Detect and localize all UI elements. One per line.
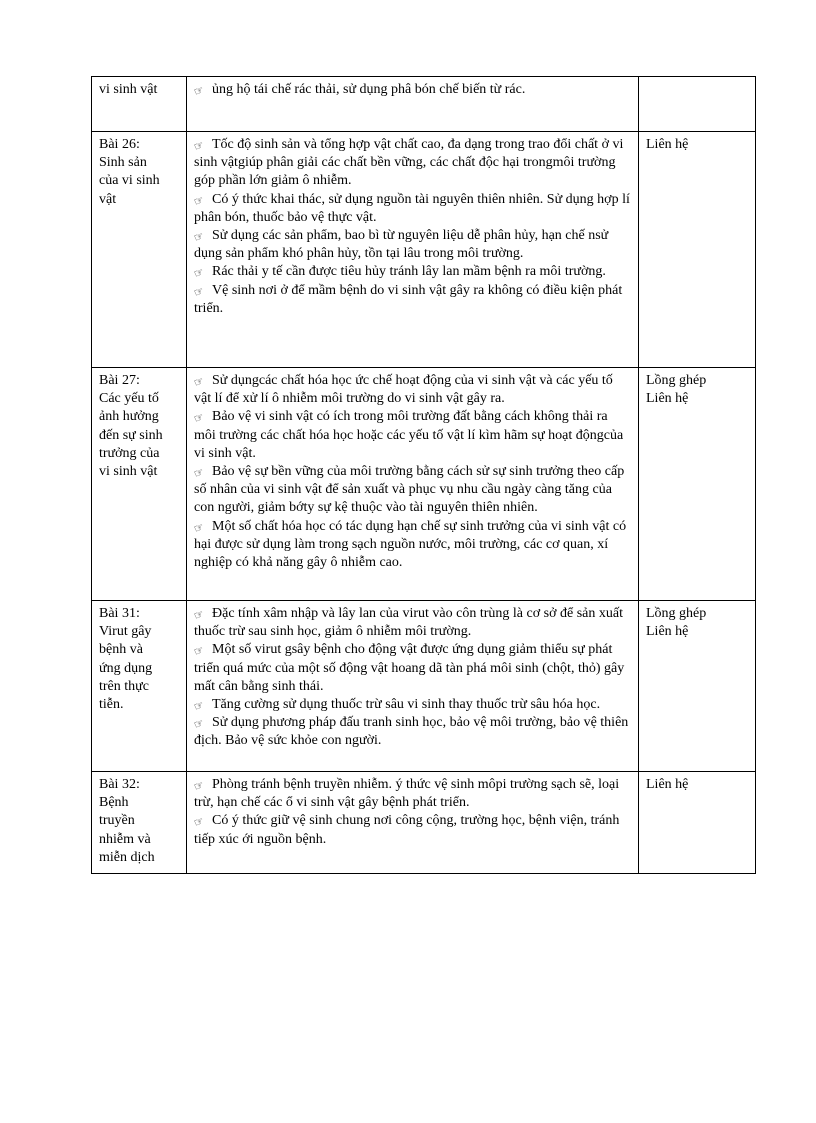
method-cell <box>639 601 756 772</box>
content-cell <box>187 77 639 132</box>
content-item <box>194 191 632 227</box>
table-row <box>92 772 756 874</box>
content-item <box>194 776 632 812</box>
lesson-title-line: Bài 32: <box>99 777 140 792</box>
pointing-hand-icon: ☞ <box>192 643 206 660</box>
content-item-text: Sử dụngcác chất hóa học ức chế hoạt động của vi sinh vật và các yếu tố vật lí để xử lí ô nhiễm môi trường do vi sinh vật gây ra. <box>194 373 613 407</box>
lesson-cell <box>92 368 187 601</box>
content-item-text: Vệ sinh nơi ở để mầm bệnh do vi sinh vật gây ra không có điều kiện phát triển. <box>194 282 623 316</box>
table-row <box>92 132 756 368</box>
content-cell <box>187 368 639 601</box>
content-item <box>194 518 632 573</box>
content-item <box>194 463 632 518</box>
method-label: Liên hệ <box>646 137 689 152</box>
pointing-hand-icon: ☞ <box>192 814 206 831</box>
lesson-title-line: tiễn. <box>99 697 124 713</box>
pointing-hand-icon: ☞ <box>192 283 206 300</box>
content-item <box>194 605 632 641</box>
lesson-title-line: trưởng của <box>99 445 160 461</box>
lesson-title-line: trên thực <box>99 678 149 694</box>
content-item <box>194 812 632 848</box>
content-item <box>194 227 632 263</box>
method-label: Liên hệ <box>646 777 689 792</box>
lesson-title-line: Virut gây <box>99 624 152 640</box>
pointing-hand-icon: ☞ <box>192 410 206 427</box>
content-item <box>194 641 632 696</box>
table-row <box>92 368 756 601</box>
pointing-hand-icon: ☞ <box>192 192 206 209</box>
table-body <box>92 77 756 874</box>
content-item <box>194 696 632 714</box>
pointing-hand-icon: ☞ <box>192 716 206 732</box>
lesson-title-line: Bài 31: <box>99 606 140 621</box>
method-label: Liên hệ <box>646 624 689 640</box>
method-cell <box>639 772 756 874</box>
content-item-text: Phòng tránh bệnh truyền nhiễm. ý thức vệ sinh môpi trường sạch sẽ, loại trừ, hạn chế các ổ vi sinh vật gây bệnh phát triển. <box>194 777 620 811</box>
pointing-hand-icon: ☞ <box>192 265 206 282</box>
lesson-cell <box>92 772 187 874</box>
lesson-title-line: miễn dịch <box>99 849 155 865</box>
method-cell <box>639 368 756 601</box>
lesson-title-line: vi sinh vật <box>99 82 158 97</box>
lesson-cell <box>92 601 187 772</box>
method-cell <box>639 77 756 132</box>
content-item-text: Bảo vệ sự bền vững của môi trường bằng cách sử sự sinh trưởng theo cấp số nhân của vi sinh vật để sản xuất và phục vụ nhu cầu ngày càng tăng của con người, giảm bớty sự kệ thuộc vào tài nguyên thiên nhiên. <box>194 464 625 516</box>
pointing-hand-icon: ☞ <box>192 229 206 245</box>
content-item <box>194 372 632 408</box>
content-item <box>194 263 632 281</box>
content-item-text: Có ý thức giữ vệ sinh chung nơi công cộng, trường học, bệnh viện, tránh tiếp xúc ới nguồn bệnh. <box>194 813 620 847</box>
content-item-text: Tăng cường sử dụng thuốc trừ sâu vi sinh thay thuốc trừ sâu hóa học. <box>212 697 601 713</box>
content-item-text: Một số chất hóa học có tác dụng hạn chế sự sinh trưởng của vi sinh vật có hại được sử dụng làm trong sạch nguồn nước, môi trường, các cơ quan, xí nghiệp có khả năng gây ô nhiễm cao. <box>194 518 627 571</box>
content-cell <box>187 132 639 368</box>
pointing-hand-icon: ☞ <box>192 374 206 390</box>
table-row <box>92 77 756 132</box>
content-item-text: Bảo vệ vi sinh vật có ích trong môi trường đất bằng cách không thải ra môi trường các chất hóa học hoặc các yếu tố vật lí kìm hãm sự hoạt độngcủa vi sinh vật. <box>194 409 624 461</box>
method-label: Lồng ghép <box>646 373 707 388</box>
lesson-title-line: vi sinh vật <box>99 464 158 480</box>
content-item-text: Tốc độ sinh sản và tổng hợp vật chất cao, đa dạng trong trao đổi chất ở vi sinh vậtgiúp phân giải các chất bền vững, các chất độc hại trongmôi trường góp phần lớn giảm ô nhiễm. <box>194 137 624 189</box>
content-item-text: Rác thải y tế cần được tiêu hủy tránh lây lan mầm bệnh ra môi trường. <box>212 264 606 280</box>
content-item <box>194 714 632 750</box>
lesson-title-line: ứng dụng <box>99 660 153 676</box>
lesson-title-line: truyền <box>99 813 135 829</box>
lesson-title-line: Bài 26: <box>99 137 140 152</box>
method-label: Liên hệ <box>646 391 689 407</box>
lesson-cell <box>92 132 187 368</box>
lesson-title-line: bệnh và <box>99 642 143 658</box>
lesson-title-line: Sinh sản <box>99 155 147 171</box>
content-item-text: Đặc tính xâm nhập và lây lan của virut vào côn trùng là cơ sở để sản xuất thuốc trừ sau sinh học, giảm ô nhiễm môi trường. <box>194 606 623 640</box>
pointing-hand-icon: ☞ <box>192 83 206 99</box>
pointing-hand-icon: ☞ <box>192 138 206 154</box>
lesson-title-line: vật <box>99 191 117 207</box>
content-item-text: Một số virut gsây bệnh cho động vật được ứng dụng giảm thiểu sự phát triển quá mức của một số động vật hoang dã tàn phá môi sinh (chột, thỏ) gây mất cân bằng sinh thái. <box>194 642 625 694</box>
lesson-cell <box>92 77 187 132</box>
content-table <box>91 76 756 874</box>
lesson-title-line: của vi sinh <box>99 173 160 189</box>
lesson-title-line: đến sự sinh <box>99 427 163 443</box>
method-label: Lồng ghép <box>646 606 707 621</box>
content-item <box>194 282 632 318</box>
pointing-hand-icon: ☞ <box>192 465 206 481</box>
content-item <box>194 136 632 191</box>
lesson-title-line: ảnh hưởng <box>99 409 159 425</box>
method-cell <box>639 132 756 368</box>
content-item-text: Có ý thức khai thác, sử dụng nguồn tài nguyên thiên nhiên. Sử dụng hợp lí phân bón, thuốc bảo vệ thực vật. <box>194 191 630 225</box>
lesson-title-line: Bệnh <box>99 795 129 811</box>
pointing-hand-icon: ☞ <box>192 698 206 714</box>
content-cell <box>187 601 639 772</box>
lesson-title-line: Các yếu tố <box>99 391 159 407</box>
pointing-hand-icon: ☞ <box>192 778 206 794</box>
lesson-title-line: Bài 27: <box>99 373 140 388</box>
content-item <box>194 408 632 463</box>
content-item <box>194 81 632 99</box>
content-item-text: Sử dụng phương pháp đấu tranh sinh học, bảo vệ môi trường, bảo vệ thiên địch. Bảo vệ sức khỏe con người. <box>194 715 629 749</box>
table-row <box>92 601 756 772</box>
content-cell <box>187 772 639 874</box>
lesson-title-line: nhiễm và <box>99 831 151 847</box>
content-item-text: Sử dụng các sản phẩm, bao bì từ nguyên liệu dễ phân hủy, hạn chế nsử dụng sản phẩm khó phân hủy, tồn tại lâu trong môi trường. <box>194 228 609 262</box>
pointing-hand-icon: ☞ <box>192 607 206 623</box>
pointing-hand-icon: ☞ <box>192 519 206 536</box>
content-item-text: ủng hộ tái chế rác thải, sử dụng phâ bón chế biến từ rác. <box>212 82 526 97</box>
